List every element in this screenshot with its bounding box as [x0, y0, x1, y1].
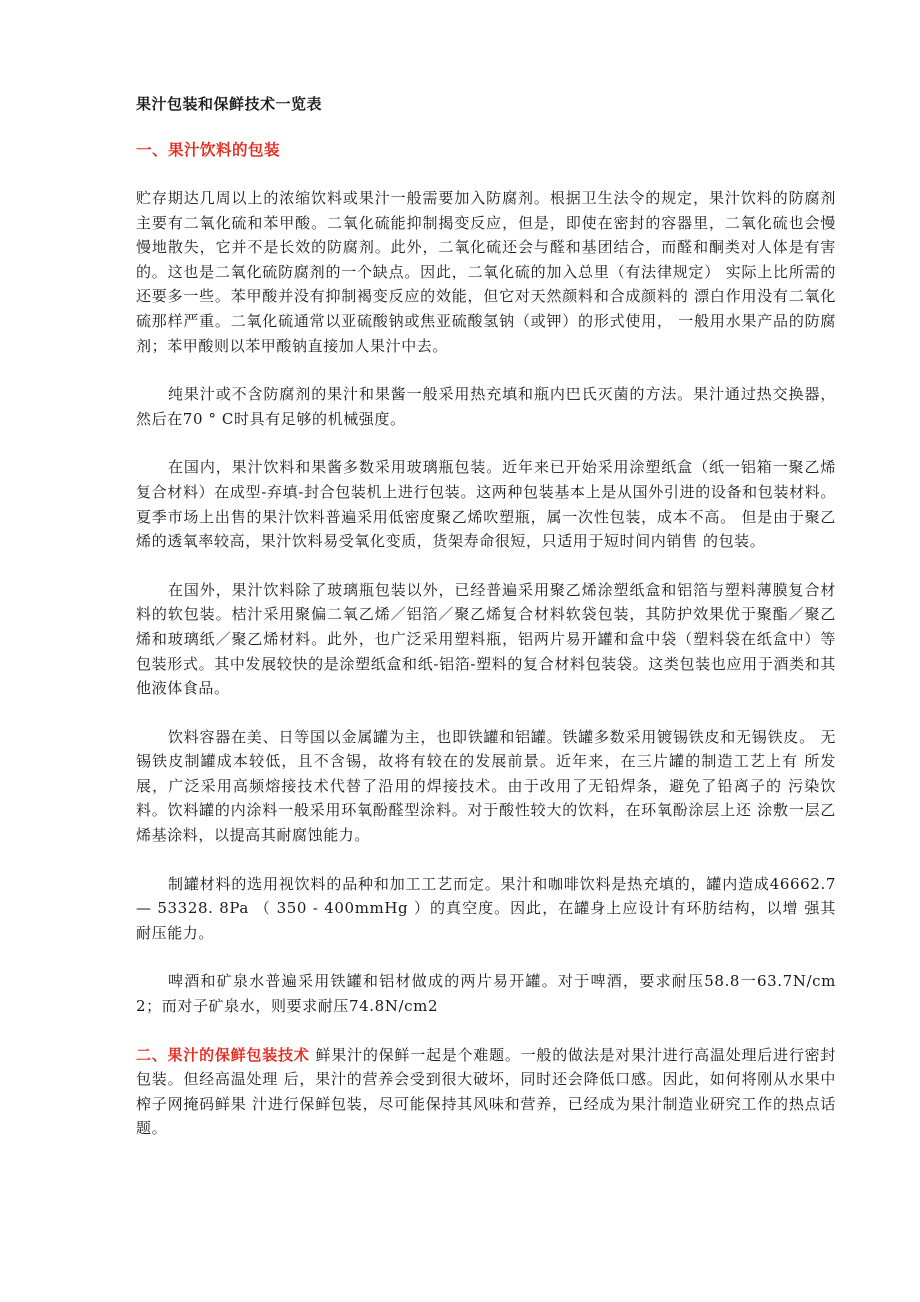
paragraph-can-materials: 制罐材料的选用视饮料的品种和加工工艺而定。果汁和咖啡饮料是热充填的，罐内造成46662.7 — 53328. 8Pa （ 350 - 400mmHg ）的真空度。因此，在罐身上应设计有环肪结构，以增 强其耐压能力。 — [136, 874, 836, 942]
paragraph-foreign-packaging: 在国外，果汁饮料除了玻璃瓶包装以外，已经普遍采用聚乙烯涂塑纸盒和铝箔与塑料薄膜复合材料的软包装。桔汁采用聚偏二氧乙烯／铝箔／聚乙烯复合材料软袋包装，其防护效果优于聚酯／聚乙烯和玻璃纸／聚乙烯材料。此外，也广泛采用塑料瓶，铝两片易开罐和盒中袋（塑料袋在纸盒中）等包装形式。其中发展较快的是涂塑纸盒和纸-铝箔-塑料的复合材料包装袋。这类包装也应用于酒类和其他液体食品。 — [136, 580, 836, 698]
section-heading-fresh-keeping: 二、果汁的保鲜包装技术 — [136, 1045, 310, 1064]
paragraph-beer-mineral-water: 啤酒和矿泉水普遍采用铁罐和铝材做成的两片易开罐。对于啤酒，要求耐压58.8一63.7N/cm2；而对子矿泉水，则要求耐压74.8N/cm2 — [136, 972, 836, 1016]
paragraph-domestic-packaging: 在国内，果汁饮料和果酱多数采用玻璃瓶包装。近年来已开始采用涂塑纸盒（纸一铝箱一聚乙烯复合材料）在成型-弃填-封合包装机上进行包装。这两种包装基本上是从国外引进的设备和包装材料。夏季市场上出售的果汁饮料普遍采用低密度聚乙烯吹塑瓶，属一次性包装，成本不高。 但是由于聚乙烯的透氧率较高，果汁饮料易受氧化变质，货架寿命很短，只适用于短时间内销售 的包装。 — [136, 458, 836, 551]
document-page — [136, 92, 836, 1165]
section-fresh-keeping — [136, 1043, 836, 1141]
paragraph-fresh-keeping: 鲜果汁的保鲜一起是个难题。一般的做法是对果汁进行高温处理后进行密封包装。但经高温处理 后，果汁的营养会受到很大破坏，同时还会降低口感。因此，如何将刚从水果中榨子网掩码鲜果 汁进行保鲜包装，尽可能保持其风味和营养，已经成为果汁制造业研究工作的热点话题。 — [136, 1045, 836, 1138]
paragraph-metal-cans: 饮料容器在美、日等国以金属罐为主，也即铁罐和铝罐。铁罐多数采用镀锡铁皮和无锡铁皮。 无锡铁皮制罐成本较低，且不含锡，故将有较在的发展前景。近年来，在三片罐的制造工艺上有 所发展，广泛采用高频熔接技术代替了沿用的焊接技术。由于改用了无铅焊条，避免了铅离子的 污染饮料。饮料罐的内涂料一般采用环氧酚醛型涂料。对于酸性较大的饮料，在环氧酚涂层上还 涂敷一层乙烯基涂料，以提高其耐腐蚀能力。 — [136, 727, 836, 845]
paragraph-hot-fill: 纯果汁或不含防腐剂的果汁和果酱一般采用热充填和瓶内巴氏灭菌的方法。果汁通过热交换器，然后在70 ° C时具有足够的机械强度。 — [136, 385, 836, 428]
section-heading-packaging: 一、果汁饮料的包装 — [136, 140, 281, 159]
document-title: 果汁包装和保鲜技术一览表 — [136, 95, 323, 113]
paragraph-preservatives: 贮存期达几周以上的浓缩饮料或果汁一般需要加入防腐剂。根据卫生法令的规定，果汁饮料的防腐剂主要有二氧化硫和苯甲酸。二氧化硫能抑制揭变反应，但是，即使在密封的容器里，二氧化硫也会慢慢地散失，它并不是长效的防腐剂。此外，二氧化硫还会与醛和基团结合，而醛和酮类对人体是有害的。这也是二氧化硫防腐剂的一个缺点。因此，二氧化硫的加入总里（有法律规定） 实际上比所需的还要多一些。苯甲酸并没有抑制褐变反应的效能，但它对天然颜料和合成颜料的 漂白作用没有二氧化硫那样严重。二氧化硫通常以亚硫酸钠或焦亚硫酸氢钠（或钾）的形式使用， 一般用水果产品的防腐剂；苯甲酸则以苯甲酸钠直接加人果汁中去。 — [136, 189, 836, 355]
